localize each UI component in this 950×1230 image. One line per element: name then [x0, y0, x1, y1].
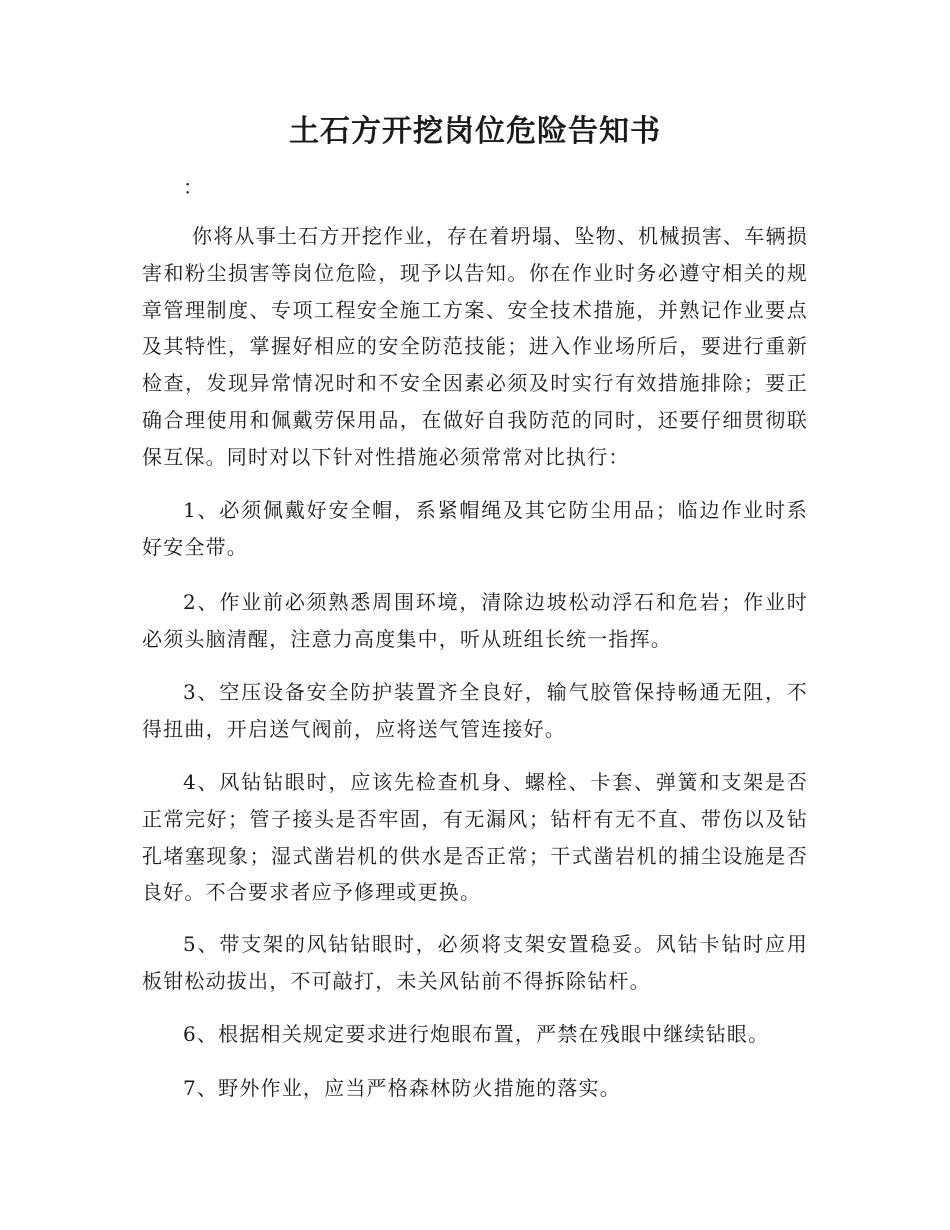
- salutation: ：: [183, 175, 203, 199]
- measure-item-4: 4、风钻钻眼时，应该先检查机身、螺栓、卡套、弹簧和支架是否正常完好；管子接头是否牢固，有无漏风；钻杆有无不直、带伤以及钻孔堵塞现象；湿式凿岩机的供水是否正常；干式凿岩机的捕尘设施是否良好。不合要求者应予修理或更换。: [142, 770, 808, 905]
- measure-item-1: 1、必须佩戴好安全帽，系紧帽绳及其它防尘用品；临边作业时系好安全带。: [142, 498, 808, 559]
- measure-item-5: 5、带支架的风钻钻眼时，必须将支架安置稳妥。风钻卡钻时应用板钳松动拔出，不可敲打，未关风钻前不得拆除钻杆。: [142, 932, 808, 993]
- measure-item-7: 7、野外作业，应当严格森林防火措施的落实。: [183, 1076, 621, 1100]
- intro-paragraph: 你将从事土石方开挖作业，存在着坍塌、坠物、机械损害、车辆损害和粉尘损害等岗位危险，现予以告知。你在作业时务必遵守相关的规章管理制度、专项工程安全施工方案、安全技术措施，并熟记作业要点及其特性，掌握好相应的安全防范技能；进入作业场所后，要进行重新检查，发现异常情况时和不安全因素必须及时实行有效措施排除；要正确合理使用和佩戴劳保用品，在做好自我防范的同时，还要仔细贯彻联保互保。同时对以下针对性措施必须常常对比执行：: [142, 224, 808, 469]
- measure-item-3: 3、空压设备安全防护装置齐全良好，输气胶管保持畅通无阻，不得扭曲，开启送气阀前，应将送气管连接好。: [142, 680, 808, 741]
- document-title: 土石方开挖岗位危险告知书: [289, 114, 661, 149]
- measure-item-6: 6、根据相关规定要求进行炮眼布置，严禁在残眼中继续钻眼。: [183, 1022, 770, 1046]
- measure-item-2: 2、作业前必须熟悉周围环境，清除边坡松动浮石和危岩；作业时必须头脑清醒，注意力高度集中，听从班组长统一指挥。: [142, 590, 808, 651]
